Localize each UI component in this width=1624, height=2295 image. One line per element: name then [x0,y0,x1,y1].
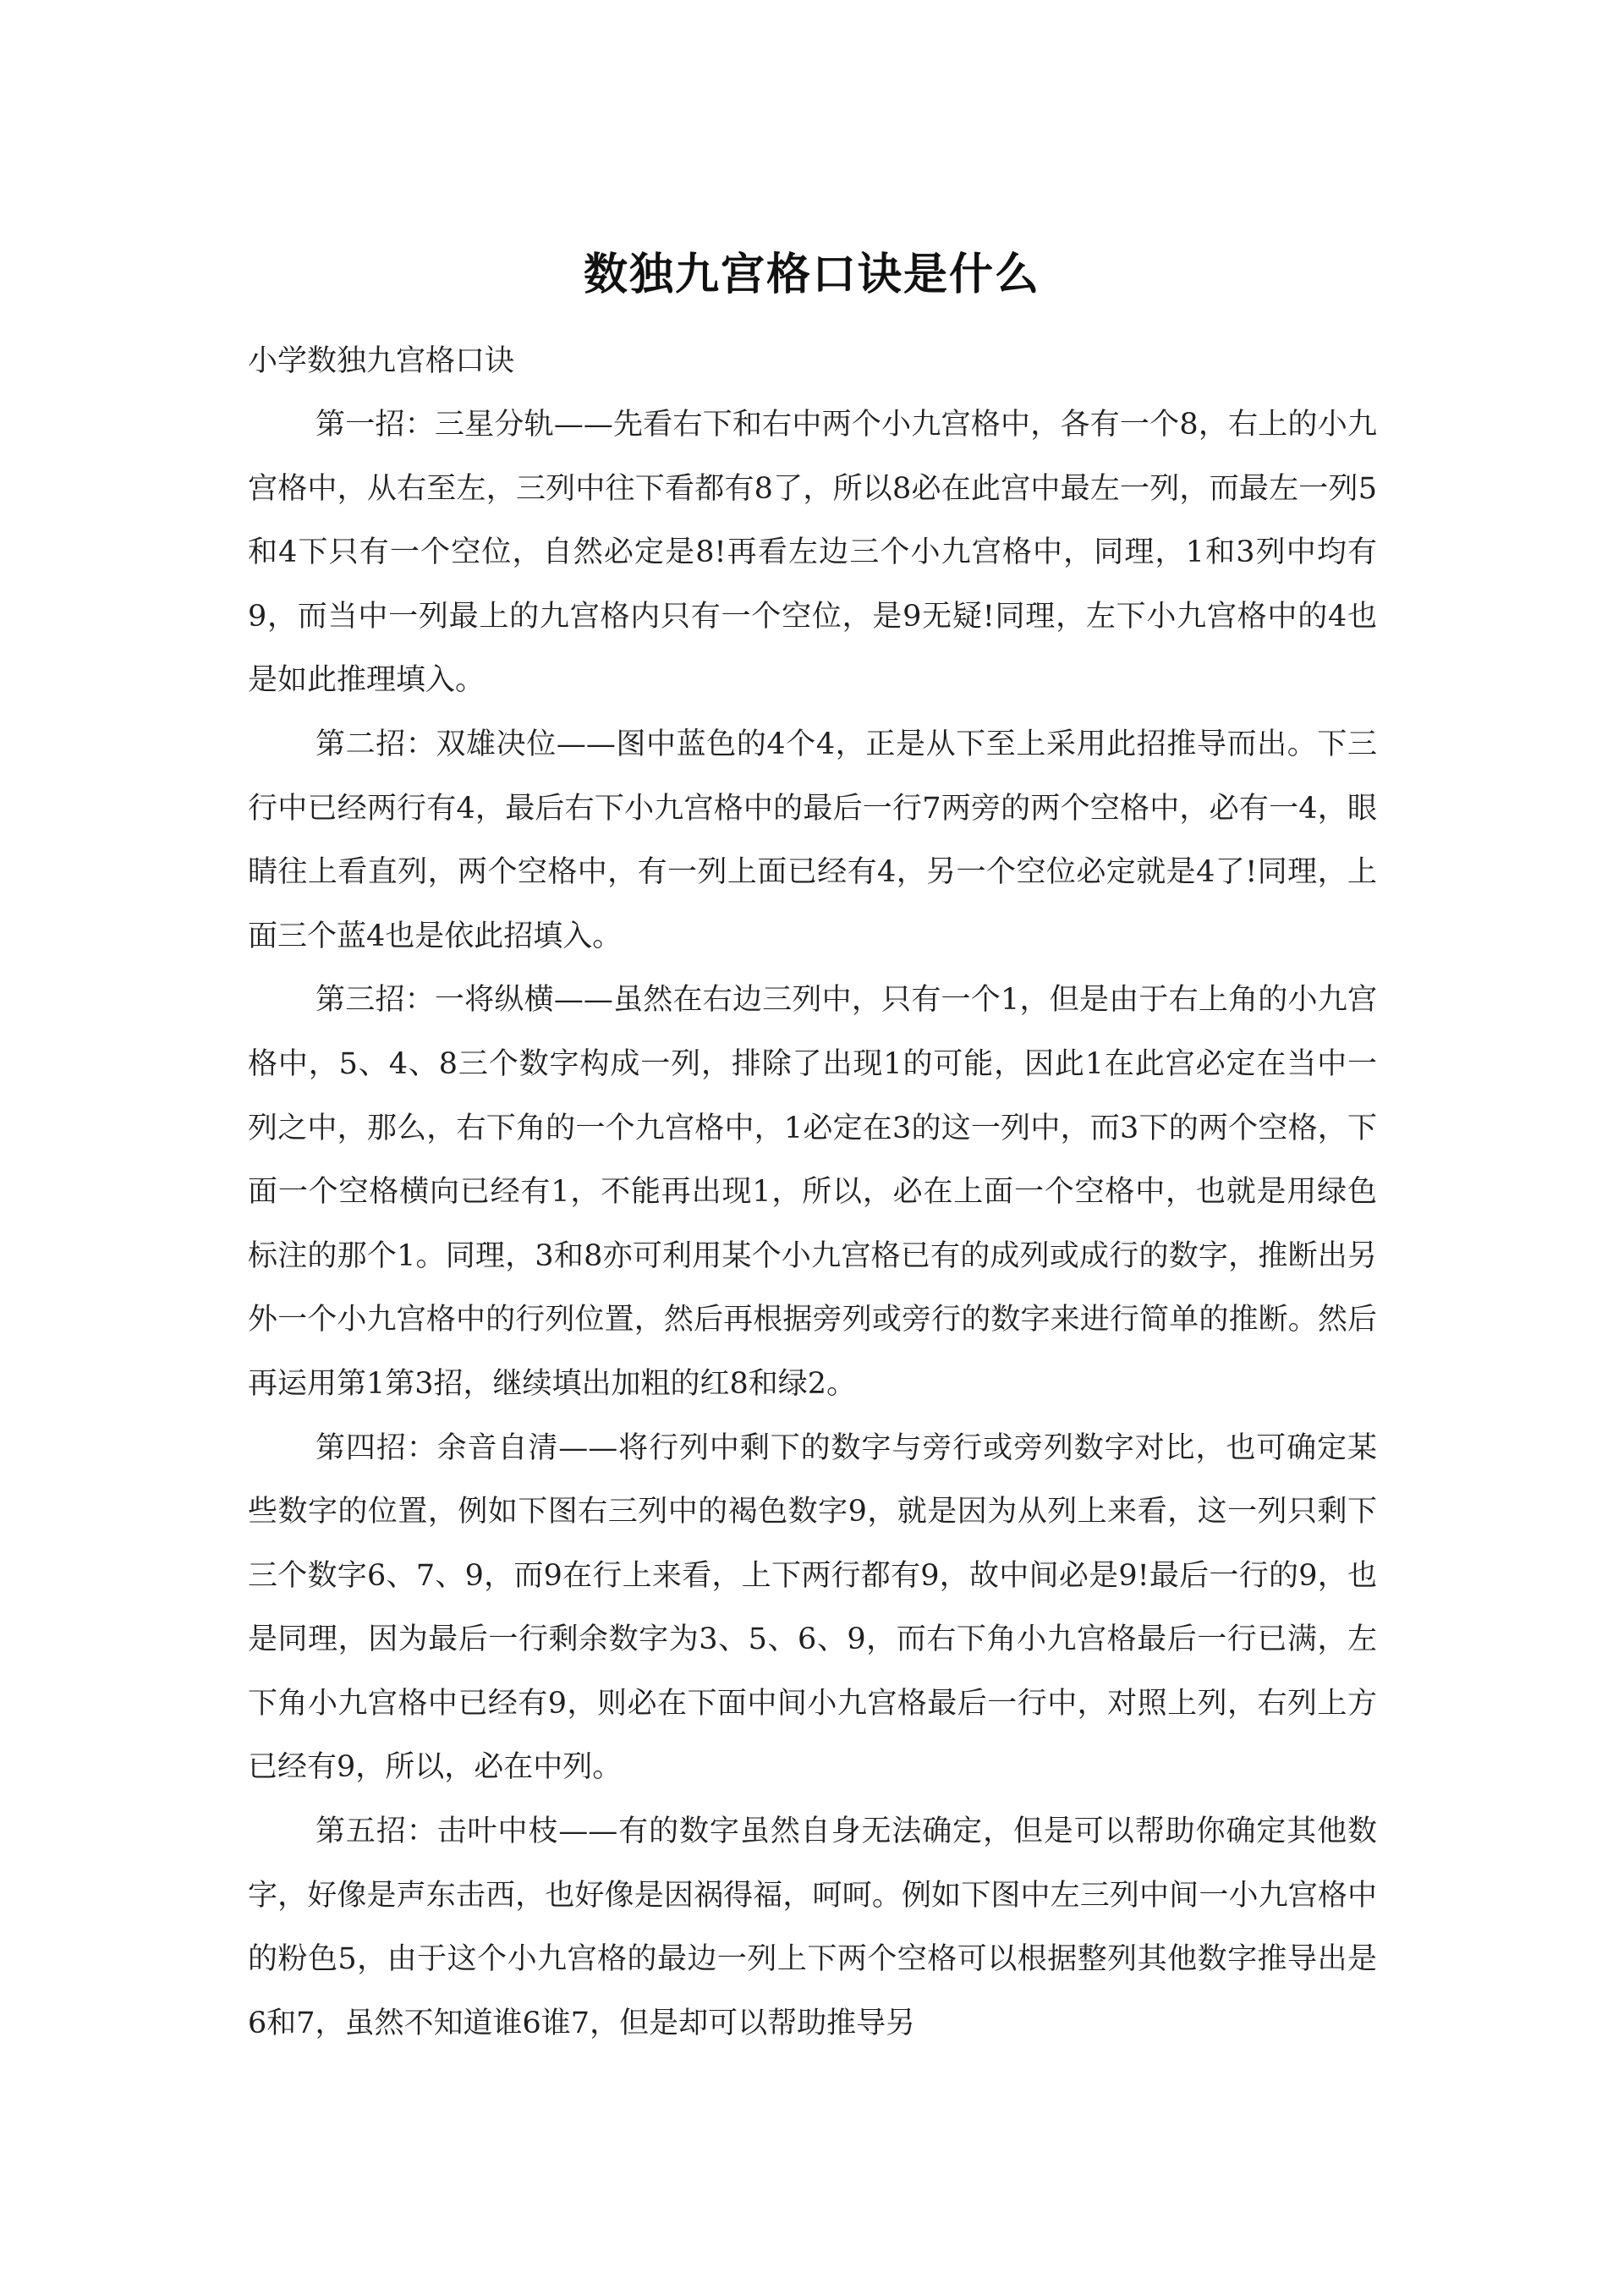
document-subtitle: 小学数独九宫格口诀 [248,344,515,378]
document-body [248,330,1377,2056]
paragraph-tip-1: 第一招：三星分轨——先看右下和右中两个小九宫格中，各有一个8，右上的小九宫格中，从右至左，三列中往下看都有8了，所以8必在此宫中最左一列，而最左一列5和4下只有一个空位，自然必定是8!再看左边三个小九宫格中，同理，1和3列中均有9，而当中一列最上的九宫格内只有一个空位，是9无疑!同理，左下小九宫格中的4也是如此推理填入。 [248,408,1377,698]
paragraph-tip-2: 第二招：双雄决位——图中蓝色的4个4，正是从下至上采用此招推导而出。下三行中已经两行有4，最后右下小九宫格中的最后一行7两旁的两个空格中，必有一4，眼睛往上看直列，两个空格中，有一列上面已经有4，另一个空位必定就是4了!同理，上面三个蓝4也是依此招填入。 [248,727,1377,953]
document-title: 数独九宫格口诀是什么 [583,250,1040,300]
paragraph-tip-5: 第五招：击叶中枝——有的数字虽然自身无法确定，但是可以帮助你确定其他数字，好像是声东击西，也好像是因祸得福，呵呵。例如下图中左三列中间一小九宫格中的粉色5，由于这个小九宫格的最边一列上下两个空格可以根据整列其他数字推导出是6和7，虽然不知道谁6谁7，但是却可以帮助推导另 [248,1815,1377,2040]
paragraph-tip-3: 第三招：一将纵横——虽然在右边三列中，只有一个1，但是由于右上角的小九宫格中，5、4、8三个数字构成一列，排除了出现1的可能，因此1在此宫必定在当中一列之中，那么，右下角的一个九宫格中，1必定在3的这一列中，而3下的两个空格，下面一个空格横向已经有1，不能再出现1，所以，必在上面一个空格中，也就是用绿色标注的那个1。同理，3和8亦可利用某个小九宫格已有的成列或成行的数字，推断出另外一个小九宫格中的行列位置，然后再根据旁列或旁行的数字来进行简单的推断。然后再运用第1第3招，继续填出加粗的红8和绿2。 [248,983,1377,1401]
paragraph-tip-4: 第四招：余音自清——将行列中剩下的数字与旁行或旁列数字对比，也可确定某些数字的位置，例如下图右三列中的褐色数字9，就是因为从列上来看，这一列只剩下三个数字6、7、9，而9在行上来看，上下两行都有9，故中间必是9!最后一行的9，也是同理，因为最后一行剩余数字为3、5、6、9，而右下角小九宫格最后一行已满，左下角小九宫格中已经有9，则必在下面中间小九宫格最后一行中，对照上列，右列上方已经有9，所以，必在中列。 [248,1430,1377,1785]
